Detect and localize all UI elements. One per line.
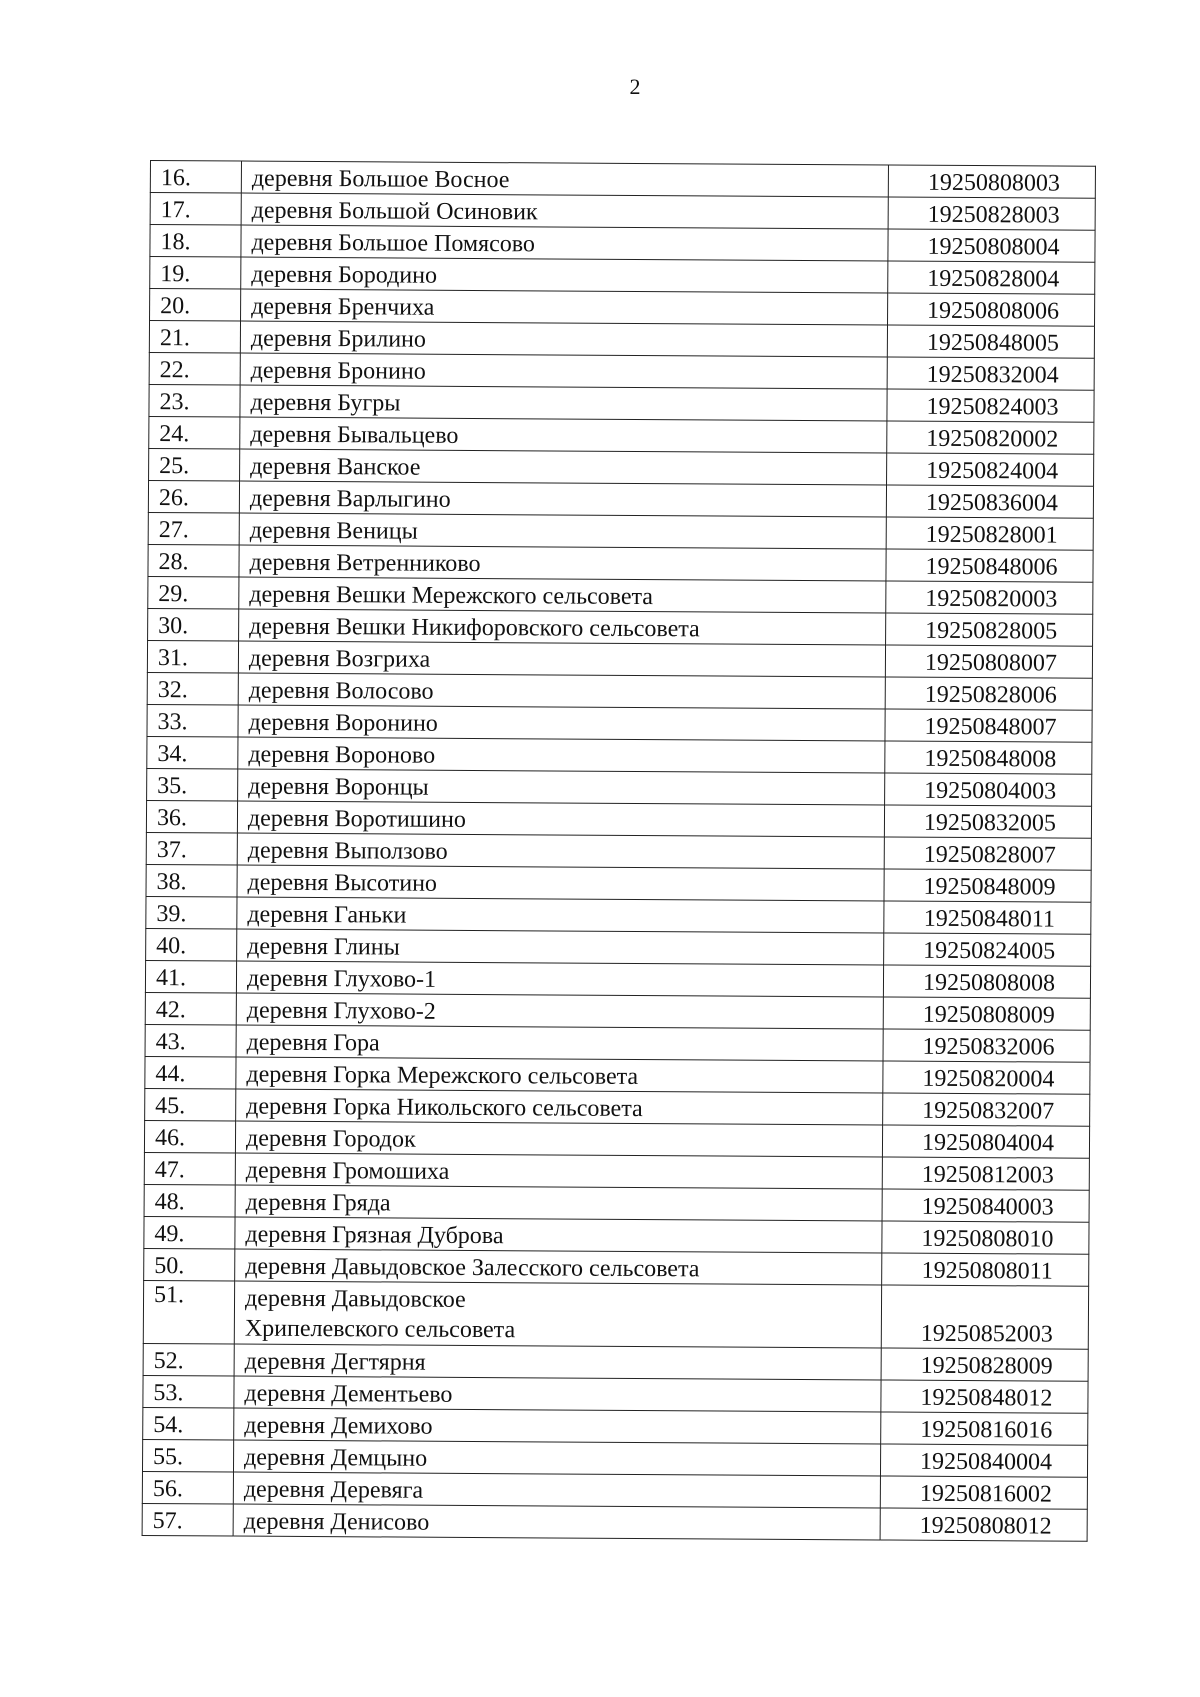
settlement-name: деревня Брилино xyxy=(240,321,887,357)
table-row xyxy=(143,1407,1088,1445)
settlement-name: деревня Глины xyxy=(237,929,884,965)
row-number: 25. xyxy=(149,448,240,481)
table-row xyxy=(144,1152,1089,1190)
table-row xyxy=(150,257,1095,295)
settlement-name: деревня Волосово xyxy=(238,673,885,709)
okato-code: 19250816016 xyxy=(881,1412,1088,1445)
table-body xyxy=(142,161,1095,1542)
okato-code: 19250804004 xyxy=(882,1125,1089,1158)
table-row xyxy=(148,512,1093,550)
row-number: 51. xyxy=(143,1280,234,1344)
okato-code: 19250848006 xyxy=(886,549,1093,582)
okato-code: 19250820003 xyxy=(886,581,1093,614)
row-number: 49. xyxy=(144,1216,235,1249)
table-row xyxy=(143,1375,1088,1413)
okato-code: 19250808009 xyxy=(883,997,1090,1030)
row-number: 52. xyxy=(143,1343,234,1376)
table-row xyxy=(145,960,1090,998)
settlement-name: деревня Деревяга xyxy=(233,1472,880,1508)
table-row xyxy=(150,289,1095,327)
row-number: 45. xyxy=(145,1088,236,1121)
settlement-name: деревня Бронино xyxy=(240,353,887,389)
row-number: 50. xyxy=(144,1248,235,1281)
settlement-name: деревня Глухово-1 xyxy=(236,961,883,997)
okato-code: 19250808004 xyxy=(888,229,1095,262)
table-row xyxy=(147,736,1092,774)
okato-code: 19250840004 xyxy=(880,1444,1087,1477)
okato-code: 19250808010 xyxy=(882,1221,1089,1254)
row-number: 53. xyxy=(143,1375,234,1408)
row-number: 32. xyxy=(147,672,238,705)
okato-code: 19250804003 xyxy=(885,773,1092,806)
row-number: 29. xyxy=(148,576,239,609)
settlement-name: деревня Дегтярня xyxy=(234,1344,881,1380)
settlement-name: деревня Ванское xyxy=(240,449,887,485)
settlement-name: деревня Выползово xyxy=(237,833,884,869)
okato-code: 19250848005 xyxy=(887,325,1094,358)
row-number: 16. xyxy=(150,161,241,194)
table-row xyxy=(145,1088,1090,1126)
table-row xyxy=(147,768,1092,806)
row-number: 40. xyxy=(146,928,237,961)
okato-code: 19250836004 xyxy=(886,485,1093,518)
settlement-name: деревня Бренчиха xyxy=(241,289,888,325)
table-row xyxy=(143,1343,1088,1381)
okato-code: 19250848011 xyxy=(884,901,1091,934)
settlement-name: деревня Воронцы xyxy=(238,769,885,805)
okato-code: 19250828005 xyxy=(886,613,1093,646)
settlement-name: деревня Давыдовское Залесского сельсовета xyxy=(235,1249,882,1285)
row-number: 55. xyxy=(142,1439,233,1472)
table-row xyxy=(149,416,1094,454)
row-number: 21. xyxy=(149,321,240,354)
row-number: 57. xyxy=(142,1503,233,1536)
okato-code: 19250848008 xyxy=(885,741,1092,774)
row-number: 48. xyxy=(144,1184,235,1217)
row-number: 19. xyxy=(150,257,241,290)
settlement-name: деревня Давыдовское Хрипелевского сельсовета xyxy=(234,1281,881,1348)
row-number: 46. xyxy=(144,1120,235,1153)
row-number: 31. xyxy=(147,640,238,673)
table-row xyxy=(147,640,1092,678)
okato-code: 19250828001 xyxy=(886,517,1093,550)
okato-code: 19250808006 xyxy=(888,293,1095,326)
row-number: 38. xyxy=(146,864,237,897)
settlement-name: деревня Гора xyxy=(236,1025,883,1061)
settlement-name: деревня Грязная Дуброва xyxy=(235,1217,882,1253)
table-row xyxy=(142,1503,1087,1541)
row-number: 27. xyxy=(148,512,239,545)
table-row xyxy=(148,576,1093,614)
row-number: 18. xyxy=(150,225,241,258)
table-row xyxy=(146,896,1091,934)
row-number: 20. xyxy=(150,289,241,322)
row-number: 22. xyxy=(149,352,240,385)
okato-code: 19250828003 xyxy=(888,197,1095,230)
settlement-name: деревня Гряда xyxy=(235,1185,882,1221)
settlement-name: деревня Бугры xyxy=(240,385,887,421)
row-number: 37. xyxy=(146,832,237,865)
table-row xyxy=(146,864,1091,902)
table-row xyxy=(145,1024,1090,1062)
settlement-name: деревня Глухово-2 xyxy=(236,993,883,1029)
settlement-name: деревня Большое Восное xyxy=(241,161,888,197)
row-number: 17. xyxy=(150,193,241,226)
page-number: 2 xyxy=(629,74,641,99)
settlement-name: деревня Воротишино xyxy=(237,801,884,837)
row-number: 35. xyxy=(147,768,238,801)
row-number: 42. xyxy=(145,992,236,1025)
settlement-name: деревня Дементьево xyxy=(234,1376,881,1412)
okato-code: 19250824003 xyxy=(887,389,1094,422)
okato-code: 19250832005 xyxy=(884,805,1091,838)
table-row xyxy=(145,1056,1090,1094)
okato-code: 19250848007 xyxy=(885,709,1092,742)
table-row xyxy=(150,193,1095,231)
okato-code: 19250852003 xyxy=(881,1285,1088,1349)
okato-code: 19250832006 xyxy=(883,1029,1090,1062)
settlement-name: деревня Демихово xyxy=(234,1408,881,1444)
settlement-name: деревня Городок xyxy=(235,1121,882,1157)
settlement-name: деревня Возгриха xyxy=(238,641,885,677)
settlement-name: деревня Веницы xyxy=(239,513,886,549)
row-number: 44. xyxy=(145,1056,236,1089)
settlement-name: деревня Горка Мережского сельсовета xyxy=(236,1057,883,1093)
settlement-name: деревня Ветренниково xyxy=(239,545,886,581)
settlement-name: деревня Воронино xyxy=(238,705,885,741)
row-number: 39. xyxy=(146,896,237,929)
okato-code: 19250808011 xyxy=(882,1253,1089,1286)
row-number: 23. xyxy=(149,384,240,417)
table-row xyxy=(146,928,1091,966)
table-row xyxy=(148,544,1093,582)
table-row xyxy=(147,672,1092,710)
row-number: 41. xyxy=(145,960,236,993)
okato-code: 19250828006 xyxy=(885,677,1092,710)
settlement-name: деревня Большое Помясово xyxy=(241,225,888,261)
okato-code: 19250820004 xyxy=(883,1061,1090,1094)
table-row xyxy=(144,1184,1089,1222)
settlement-name: деревня Варлыгино xyxy=(239,481,886,517)
table-row xyxy=(142,1471,1087,1509)
table-row xyxy=(146,832,1091,870)
okato-code: 19250812003 xyxy=(882,1157,1089,1190)
row-number: 54. xyxy=(143,1407,234,1440)
table-row xyxy=(148,608,1093,646)
table-row xyxy=(149,384,1094,422)
table-row xyxy=(144,1216,1089,1254)
okato-code: 19250832004 xyxy=(887,357,1094,390)
table-row xyxy=(144,1248,1089,1286)
settlements-table xyxy=(142,160,1096,1542)
okato-code: 19250820002 xyxy=(887,421,1094,454)
settlement-name: деревня Ганьки xyxy=(237,897,884,933)
settlement-name: деревня Денисово xyxy=(233,1504,880,1540)
okato-code: 19250848009 xyxy=(884,869,1091,902)
okato-code: 19250808003 xyxy=(888,165,1095,198)
okato-code: 19250828009 xyxy=(881,1348,1088,1381)
table-row xyxy=(147,704,1092,742)
row-number: 30. xyxy=(148,608,239,641)
okato-code: 19250808012 xyxy=(880,1508,1087,1541)
table-row xyxy=(148,480,1093,518)
table-row xyxy=(149,352,1094,390)
okato-code: 19250848012 xyxy=(881,1380,1088,1413)
table-row xyxy=(143,1280,1088,1349)
row-number: 28. xyxy=(148,544,239,577)
settlement-name: деревня Громошиха xyxy=(235,1153,882,1189)
row-number: 43. xyxy=(145,1024,236,1057)
row-number: 33. xyxy=(147,704,238,737)
row-number: 56. xyxy=(142,1471,233,1504)
okato-code: 19250828004 xyxy=(888,261,1095,294)
row-number: 47. xyxy=(144,1152,235,1185)
table-row xyxy=(150,161,1095,199)
settlement-name: деревня Демцыно xyxy=(233,1440,880,1476)
okato-code: 19250824004 xyxy=(887,453,1094,486)
settlement-name: деревня Высотино xyxy=(237,865,884,901)
settlement-name: деревня Вешки Никифоровского сельсовета xyxy=(239,609,886,645)
row-number: 26. xyxy=(148,480,239,513)
table-row xyxy=(142,1439,1087,1477)
okato-code: 19250832007 xyxy=(883,1093,1090,1126)
okato-code: 19250808007 xyxy=(885,645,1092,678)
okato-code: 19250840003 xyxy=(882,1189,1089,1222)
table-row xyxy=(144,1120,1089,1158)
okato-code: 19250816002 xyxy=(880,1476,1087,1509)
table-row xyxy=(145,992,1090,1030)
settlement-name: деревня Бородино xyxy=(241,257,888,293)
settlement-name: деревня Горка Никольского сельсовета xyxy=(236,1089,883,1125)
table-row xyxy=(149,448,1094,486)
settlement-name: деревня Вороново xyxy=(238,737,885,773)
table-row xyxy=(149,321,1094,359)
row-number: 36. xyxy=(146,800,237,833)
okato-code: 19250828007 xyxy=(884,837,1091,870)
table-row xyxy=(150,225,1095,263)
settlement-name: деревня Бывальцево xyxy=(240,417,887,453)
table-row xyxy=(146,800,1091,838)
okato-code: 19250808008 xyxy=(883,965,1090,998)
row-number: 34. xyxy=(147,736,238,769)
okato-code: 19250824005 xyxy=(884,933,1091,966)
row-number: 24. xyxy=(149,416,240,449)
settlement-name: деревня Большой Осиновик xyxy=(241,193,888,229)
settlement-name: деревня Вешки Мережского сельсовета xyxy=(239,577,886,613)
